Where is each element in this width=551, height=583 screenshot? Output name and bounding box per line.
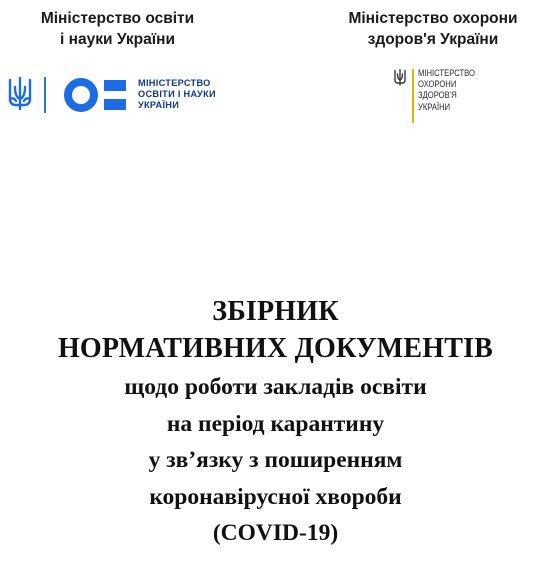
title-heading-line: НОРМАТИВНИХ ДОКУМЕНТІВ	[57, 333, 494, 364]
ministry-education-logo-text	[138, 78, 216, 111]
logo-bars-mark	[104, 80, 126, 110]
title-heading-line: ЗБІРНИК	[212, 296, 339, 327]
document-title	[0, 293, 551, 552]
title-subtitle-line: на період карантину	[166, 410, 385, 437]
logo-text-line: ОСВІТИ І НАУКИ	[138, 89, 216, 99]
ministry-health-caption-line: здоров'я України	[367, 31, 499, 48]
logo-text-line: ЗДОРОВ'Я	[418, 90, 457, 101]
title-subtitle-line: коронавірусної хвороби	[149, 483, 402, 510]
logo-text-line: ОХОРОНИ	[418, 79, 457, 90]
ministry-health-caption-line: Міністерство охорони	[348, 10, 518, 27]
ministry-health-logo	[394, 67, 514, 125]
title-subtitle-line: (COVID-19)	[212, 520, 339, 546]
ministry-health-caption	[322, 8, 544, 50]
logo-divider	[412, 69, 414, 123]
logo-ring-mark	[64, 78, 98, 112]
trident-icon	[394, 69, 406, 86]
ministry-education-caption	[10, 8, 225, 50]
logo-text-line: МІНІСТЕРСТВО	[138, 78, 211, 88]
logo-text-line: МІНІСТЕРСТВО	[418, 68, 475, 78]
ministry-education-caption-line: і науки України	[60, 31, 175, 48]
logo-text-line: УКРАЇНИ	[138, 100, 180, 110]
logo-text-line: УКРАЇНИ	[418, 101, 451, 112]
title-subtitle-line: щодо роботи закладів освіти	[124, 374, 427, 400]
ministry-education-logo	[8, 73, 248, 117]
trident-icon	[8, 77, 32, 111]
title-subtitle-line: у зв’язку з поширенням	[148, 447, 403, 473]
ministry-health-logo-text	[418, 68, 475, 113]
logo-divider	[44, 77, 46, 113]
ministry-education-caption-line: Міністерство освіти	[40, 10, 195, 27]
